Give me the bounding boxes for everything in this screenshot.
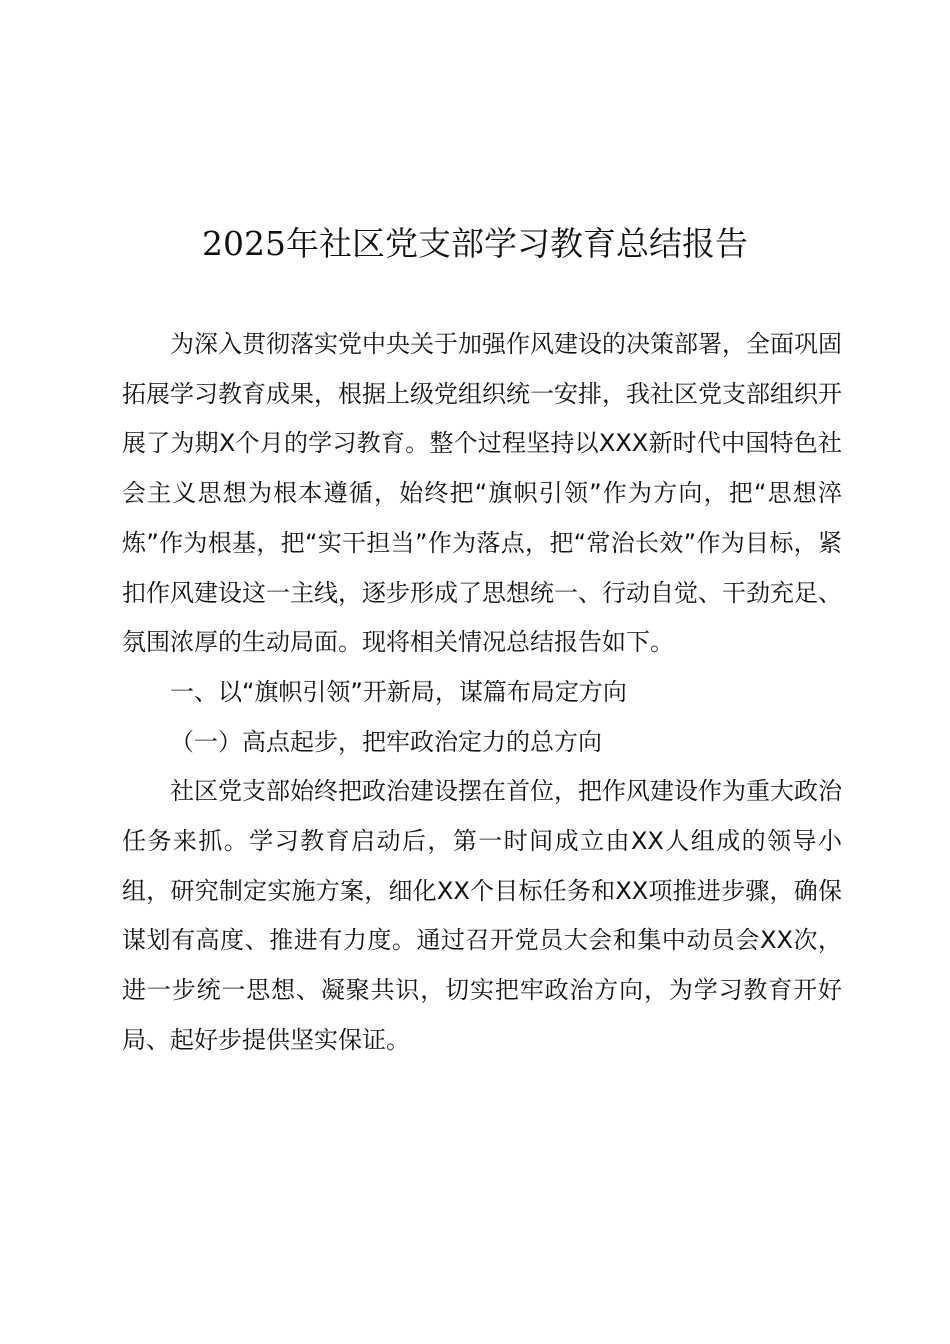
subsection-paragraph-1: 社区党支部始终把政治建设摆在首位，把作风建设作为重大政治任务来抓。学习教育启动后，第一时间成立由XX人组成的领导小组，研究制定实施方案，细化XX个目标任务和XX项推进步骤，确保谋划有高度、推进有力度。通过召开党员大会和集中动员会XX次，进一步统一思想、凝聚共识，切实把牢政治方向，为学习教育开好局、起好步提供坚实保证。 (122, 777, 842, 1054)
document-title: 2025年社区党支部学习教育总结报告 (202, 224, 748, 263)
section-heading-1: 一、以“旗帜引领”开新局，谋篇布局定方向 (170, 677, 627, 706)
subsection-heading-1: （一）高点起步，把牢政治定力的总方向 (170, 727, 602, 756)
document-body (122, 320, 842, 1066)
intro-paragraph: 为深入贯彻落实党中央关于加强作风建设的决策部署，全面巩固拓展学习教育成果，根据上级党组织统一安排，我社区党支部组织开展了为期X个月的学习教育。整个过程坚持以XXX新时代中国特色社会主义思想为根本遵循，始终把“旗帜引领”作为方向，把“思想淬炼”作为根基，把“实干担当”作为落点，把“常治长效”作为目标，紧扣作风建设这一主线，逐步形成了思想统一、行动自觉、干劲充足、氛围浓厚的生动局面。现将相关情况总结报告如下。 (122, 330, 842, 657)
